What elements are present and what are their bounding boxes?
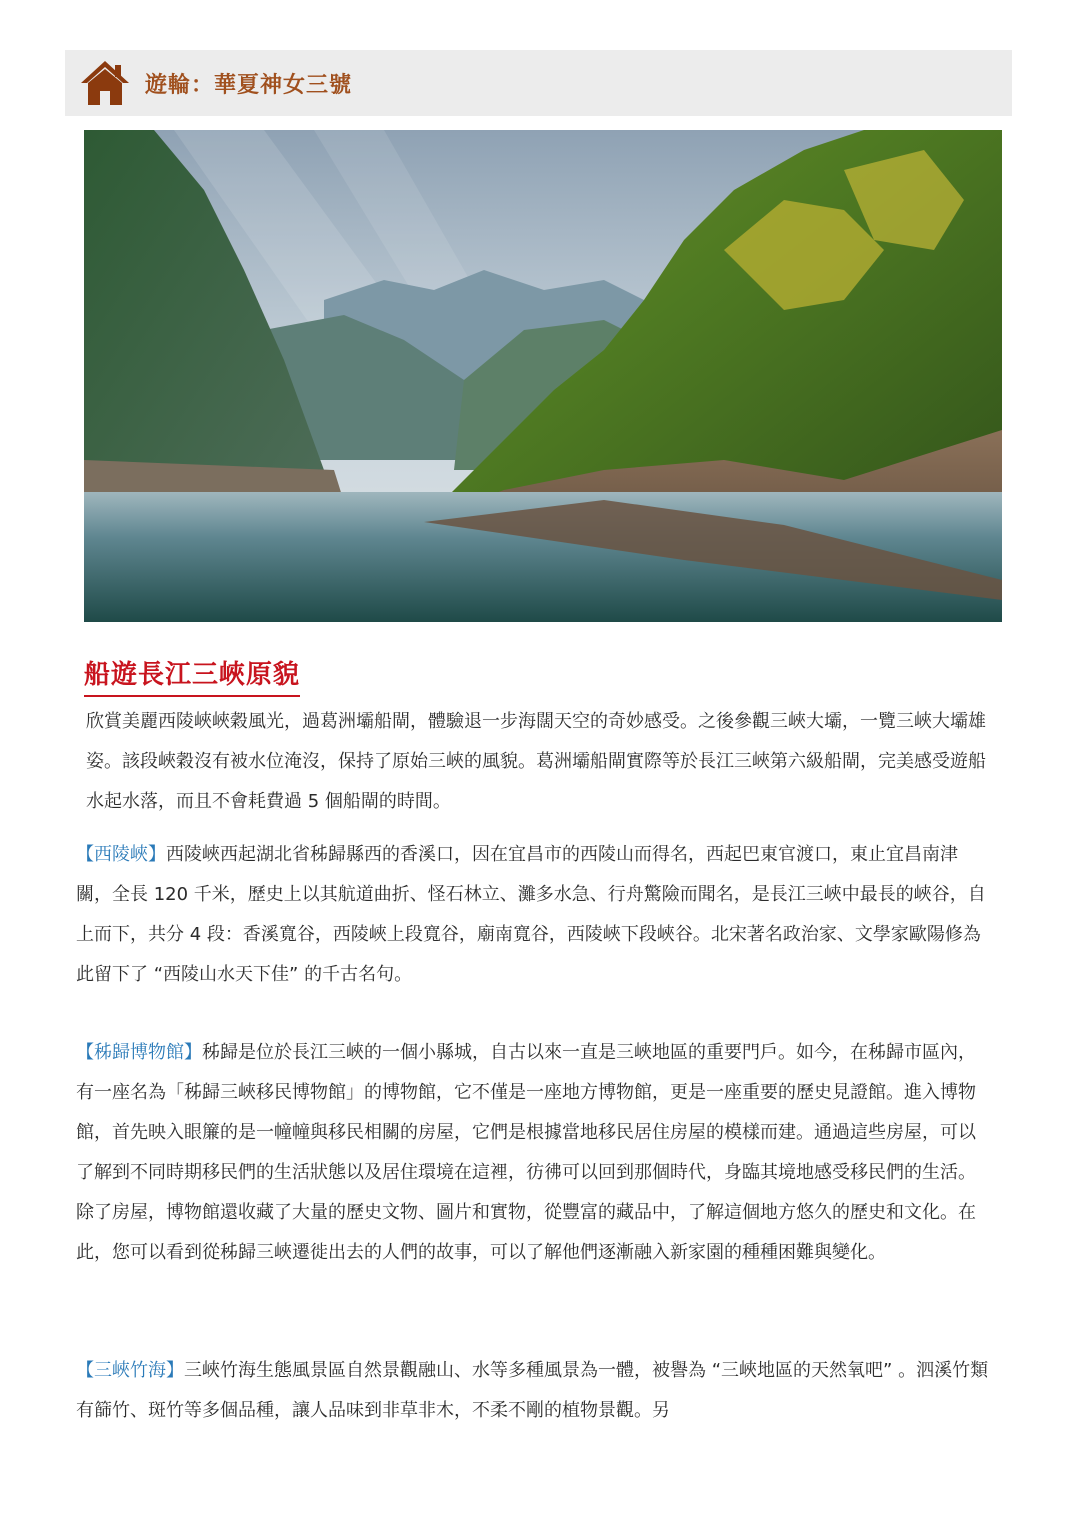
intro-paragraph: 欣賞美麗西陵峽峽穀風光，過葛洲壩船閘，體驗退一步海闊天空的奇妙感受。之後參觀三峽大壩，一覽三峽大壩雄姿。該段峽穀沒有被水位淹沒，保持了原始三峽的風貌。葛洲壩船閘實際等於長江三峽第六級船閘，完美感受遊船水起水落，而且不會耗費過 5 個船閘的時間。 — [86, 711, 986, 812]
hero-photo — [84, 130, 1002, 622]
paragraph-text: 秭歸是位於長江三峽的一個小縣城，自古以來一直是三峽地區的重要門戶。如今，在秭歸市區內，有一座名為「秭歸三峽移民博物館」的博物館，它不僅是一座地方博物館，更是一座重要的歷史見證館。進入博物館，首先映入眼簾的是一幢幢與移民相關的房屋，它們是根據當地移民居住房屋的模樣而建。通過這些房屋，可以了解到不同時期移民們的生活狀態以及居住環境在這裡，彷彿可以回到那個時代，身臨其境地感受移民們的生活。除了房屋，博物館還收藏了大量的歷史文物、圖片和實物，從豐富的藏品中，了解這個地方悠久的歷史和文化。在此，您可以看到從秭歸三峽遷徙出去的人們的故事，可以了解他們逐漸融入新家園的種種困難與變化。 — [76, 1042, 976, 1263]
paragraph-tag: 【秭歸博物館】 — [76, 1042, 202, 1063]
paragraph-xilingxia — [76, 835, 990, 995]
paragraph-text: 西陵峽西起湖北省秭歸縣西的香溪口，因在宜昌市的西陵山而得名，西起巴東官渡口，東止宜昌南津關，全長 120 千米，歷史上以其航道曲折、怪石林立、灘多水急、行舟驚險而聞名，是長江三峽中最長的峽谷，自上而下，共分 4 段：香溪寬谷，西陵峽上段寬谷，廟南寬谷，西陵峽下段峽谷。北宋著名政治家、文學家歐陽修為此留下了 “西陵山水天下佳” 的千古名句。 — [76, 844, 986, 985]
home-icon[interactable] — [79, 59, 131, 107]
paragraph-tag: 【三峽竹海】 — [76, 1360, 184, 1381]
header-bar — [65, 50, 1012, 116]
paragraph-text: 三峽竹海生態風景區自然景觀融山、水等多種風景為一體，被譽為 “三峽地區的天然氧吧” 。泗溪竹類有篩竹、斑竹等多個品種，讓人品味到非草非木，不柔不剛的植物景觀。另 — [76, 1360, 989, 1421]
paragraph-zigui-museum — [76, 1033, 990, 1273]
yangtze-gorge-photo — [84, 130, 1002, 622]
header-title: 遊輪：華夏神女三號 — [145, 72, 353, 98]
paragraph-bamboo-sea — [76, 1351, 990, 1431]
section-title: 船遊長江三峽原貌 — [84, 654, 300, 697]
paragraph-tag: 【西陵峽】 — [76, 844, 166, 865]
